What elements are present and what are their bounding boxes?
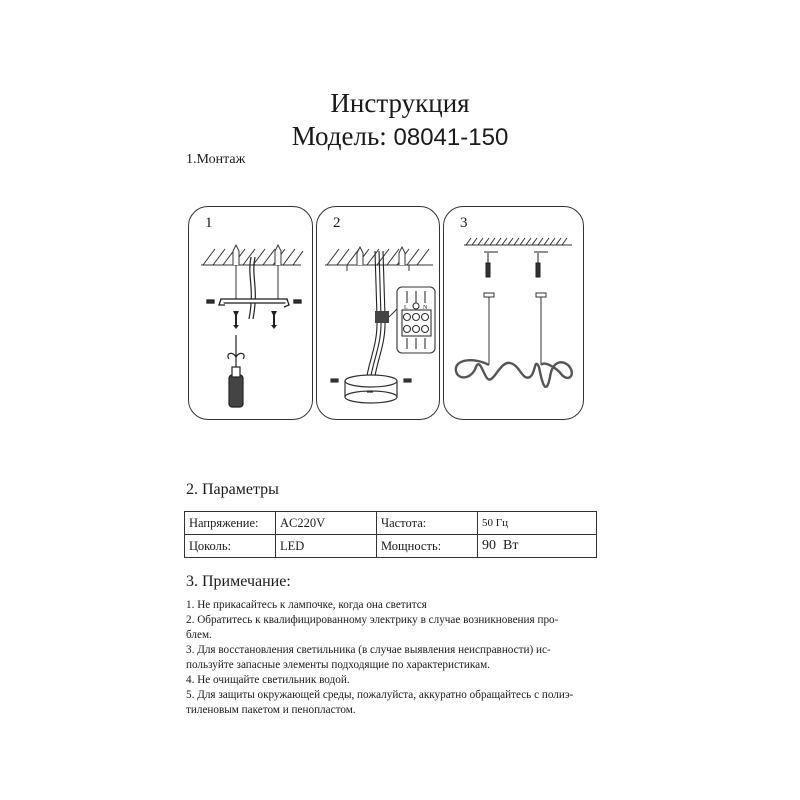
base-value: LED (276, 535, 377, 558)
table-row (185, 512, 597, 535)
base-label: Цоколь: (185, 535, 276, 558)
note-line: 3. Для восстановления светильника (в случае выявления неисправности) ис- (186, 644, 551, 656)
wire-connector (375, 311, 389, 323)
canopy-base (331, 375, 411, 403)
voltage-label: Напряжение: (185, 512, 276, 535)
note-line: 5. Для защиты окружающей среды, пожалуйста, аккуратно обращайтесь с полиэ- (186, 689, 574, 701)
ceiling-hatch (201, 249, 303, 265)
notes-list (186, 598, 606, 718)
step-number: 3 (460, 215, 468, 231)
step-number: 1 (205, 215, 213, 231)
power-cable (249, 257, 255, 319)
mounting-heading: 1.Монтаж (186, 152, 246, 167)
note-line: 2. Обратитесь к квалифицированному электрику в случае возникновения про- (186, 614, 559, 626)
step-number: 2 (333, 215, 341, 231)
mounting-bracket (207, 299, 301, 307)
ceiling-hatch (464, 238, 572, 245)
frequency-value: 50 Гц (478, 512, 597, 535)
document-title: Инструкция (330, 88, 470, 118)
bracket-mounting-diagram (189, 207, 314, 421)
ceiling-screws (484, 252, 548, 277)
power-label: Мощность: (377, 535, 478, 558)
model-number: 08041-150 (393, 124, 509, 151)
note-line: блем. (186, 629, 212, 641)
parameters-table (184, 511, 597, 558)
note-line: пользуйте запасные элементы подходящие по характеристикам. (186, 659, 490, 671)
fixture-hanging-diagram (444, 207, 585, 421)
note-line: тиленовым пакетом и пенопластом. (186, 704, 356, 716)
model-label: Модель: (291, 121, 387, 151)
mounting-step-2-panel (316, 206, 440, 420)
note-line: 4. Не очищайте светильник водой. (186, 674, 350, 686)
wiring-diagram (317, 207, 441, 421)
screws (233, 311, 277, 329)
model-line (0, 121, 800, 153)
power-value: 90 Вт (478, 535, 597, 558)
notes-heading: 3. Примечание: (186, 573, 291, 590)
voltage-value: AC220V (276, 512, 377, 535)
wall-anchors (233, 245, 281, 299)
frequency-label: Частота: (377, 512, 478, 535)
mounting-step-1-panel (188, 206, 313, 420)
canopies (484, 293, 546, 365)
terminal-label-n: N (423, 305, 428, 311)
note-line: 1. Не прикасайтесь к лампочке, когда она светится (186, 599, 427, 611)
wavy-led-fixture (456, 360, 572, 387)
parameters-heading: 2. Параметры (186, 481, 279, 498)
mounting-step-3-panel (443, 206, 584, 420)
terminal-block-inset (397, 287, 435, 353)
terminal-label-l: L (404, 305, 408, 311)
ground-icon (413, 303, 419, 309)
screwdriver-icon (228, 335, 244, 407)
table-row (185, 535, 597, 558)
